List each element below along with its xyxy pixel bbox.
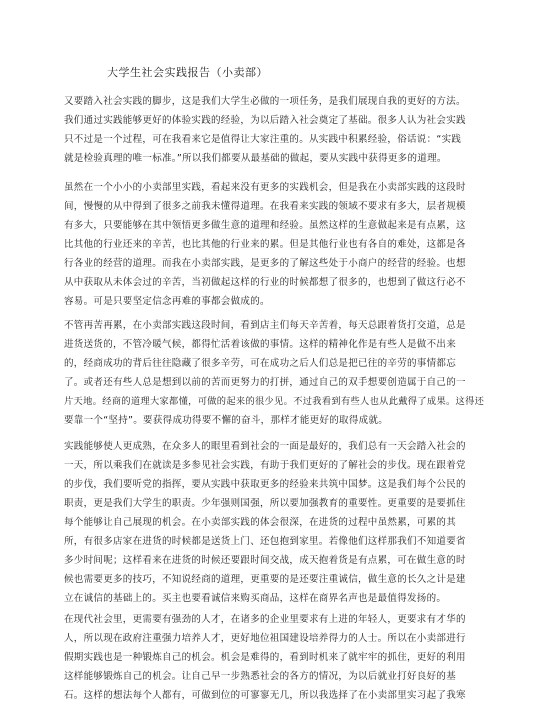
paragraph-3	[64, 316, 494, 430]
text-line: 我们通过实践能够更好的体验实践的经验，为以后踏入社会奠定了基础。很多人认为社会实践	[64, 115, 466, 126]
text-line: 假期实践也是一种锻炼自己的机会。机会是难得的，看到时机来了就牢牢的抓住，更好的利用	[64, 652, 466, 663]
text-line: 人，所以现在政府注重强力培养人才，更好地位祖国建设培养得力的人士。所以在小卖部进行	[64, 633, 466, 644]
paragraph-5	[64, 610, 494, 705]
text-line: 实践能够使人更成熟，在众多人的眼里看到社会的一面是最好的，我们总有一天会踏入社会的	[64, 441, 466, 452]
text-line: 片天地。经商的道理大家都懂，可做的起来的很少见。不过我看到有些人也从此戴得了成果。这得还	[64, 396, 485, 407]
text-line: 候也需要更多的技巧，不知说经商的道理，更重要的是还要注重诚信，做生意的长久之计是建	[64, 574, 466, 585]
text-line: 石。这样的想法每个人都有，可做到位的可寥寥无几，所以我选择了在小卖部里实习起了我寒	[64, 690, 466, 701]
paragraph-1	[64, 92, 494, 168]
text-line: 立在诚信的基础上的。买主也要看诚信来购买商品，这样在商界名声也是最值得发扬的。	[64, 593, 447, 604]
text-line: 每个能够让自己展现的机会。在小卖部实践的体会很深，在进货的过程中虽然累，可累的其	[64, 517, 457, 528]
text-line: 就是检验真理的唯一标准。”所以我们都要从最基础的做起，要从实践中获得更多的道理。	[64, 153, 447, 164]
text-line: 所，有很多店家在进货的时候都是送货上门、还包抱到家里。若像他们这样那我们不知道要省	[64, 536, 466, 547]
text-line: 不管再苦再累，在小卖部实践这段时间，看到店主们每天辛苦着，每天总跟着货打交道，总是	[64, 320, 466, 331]
text-line: 这样能够锻炼自己的机会。让自己早一步熟悉社会的各方的情况，为以后就业打好良好的基	[64, 671, 457, 682]
text-line: 虽然在一个小小的小卖部里实践，看起来没有更多的实践机会，但是我在小卖部实践的这段时	[64, 182, 466, 193]
text-line: 进货送货的，不管冷暖气候，都得忙活着该做的事情。这样的精神化作是有些人是做不出来	[64, 339, 457, 350]
text-line: 多少时间呢；这样看来在进货的时候还要跟时间交战，成天抱着货是有点累，可在做生意的时	[64, 555, 466, 566]
text-line: 一天，所以乘我们在就读是多参见社会实践，有助于我们更好的了解社会的步伐。现在跟着党	[64, 460, 466, 471]
text-line: 只不过是一个过程，可在我看来它是值得让大家注重的。从实践中积累经验，俗话说：“实践	[64, 134, 462, 145]
text-line: 在现代社会里，更需要有强劲的人才，在诸多的企业里要求有上进的年轻人，更要求有才华的	[64, 614, 466, 625]
text-line: 的步伐，我们要听党的指挥，要从实践中获取更多的经验来共筑中国梦。这是我们每个公民的	[64, 479, 466, 490]
text-line: 容易。可是只要坚定信念再难的事都会做成的。	[64, 296, 270, 307]
text-line: 的，经商成功的背后往往隐藏了很多辛劳，可在成功之后人们总是把已往的辛劳的事情都忘	[64, 358, 457, 369]
document-title: 大学生社会实践报告（小卖部）	[107, 66, 268, 79]
paragraph-2	[64, 178, 494, 311]
text-line: 又要踏入社会实践的脚步，这是我们大学生必做的一项任务，是我们展现自我的更好的方法。	[64, 96, 466, 107]
text-line: 行各业的经营的道理。而我在小卖部实践，是更多的了解这些处于小商户的经营的经验。也想	[64, 258, 466, 269]
paragraph-4	[64, 437, 494, 608]
text-line: 间，慢慢的从中得到了很多之前我未懂得道理。在我看来实践的领域不要求有多大，层者规模	[64, 201, 466, 212]
text-line: 职责，更是我们大学生的职责。少年强则国强，所以要加强教育的重要性。更重要的是要抓住	[64, 498, 466, 509]
text-line: 有多大，只要能够在其中领悟更多做生意的道理和经验。虽然这样的生意做起来是有点累，这	[64, 220, 466, 231]
text-line: 了。或者还有些人总是想到以前的苦而更努力的打拼，通过自己的双手想要创造属于自己的一	[64, 377, 466, 388]
text-line: 要靠一个“坚持”。要获得成功得要不懈的奋斗，那样才能更好的取得成就。	[64, 415, 389, 426]
text-line: 比其他的行业还来的辛苦，也比其他的行业来的累。但是其他行业也有各自的难处，这都是各	[64, 239, 466, 250]
text-line: 从中获取从未体会过的辛苦，当初做起这样的行业的时候都想了很多的，也想到了做这行必不	[64, 277, 466, 288]
